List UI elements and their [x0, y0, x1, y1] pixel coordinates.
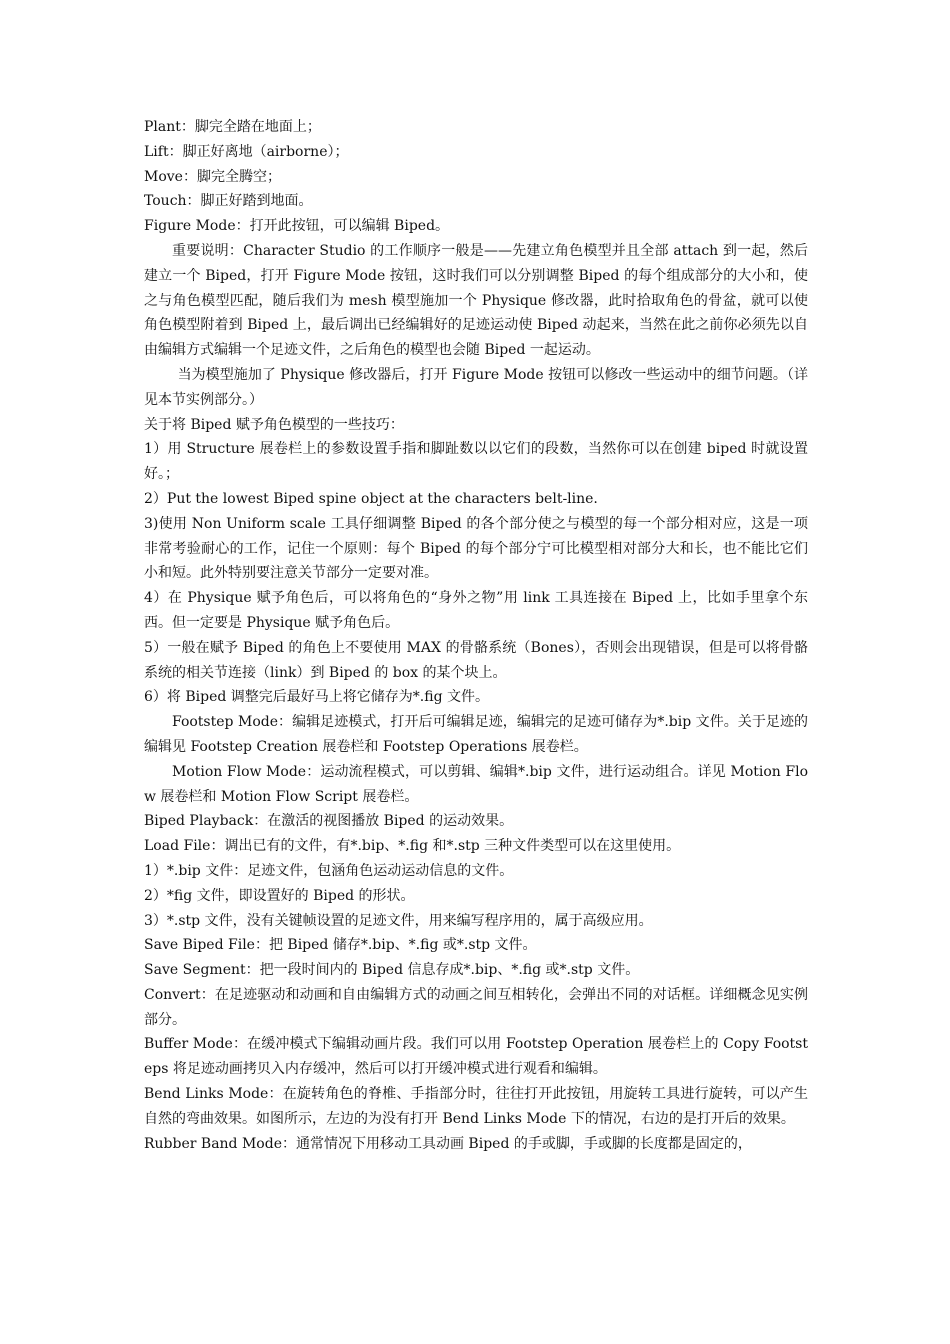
- paragraph: 5）一般在赋予 Biped 的角色上不要使用 MAX 的骨骼系统（Bones），否则会出现错误，但是可以将骨骼系统的相关节连接（link）到 Biped 的 box 的某个块上。: [144, 639, 808, 681]
- paragraph: 1）*.bip 文件：足迹文件，包涵角色运动运动信息的文件。: [144, 862, 514, 879]
- paragraph: Buffer Mode：在缓冲模式下编辑动画片段。我们可以用 Footstep Operation 展卷栏上的 Copy Footsteps 将足迹动画拷贝入内存缓冲，然后可以打开缓冲模式进行观看和编辑。: [144, 1036, 808, 1078]
- paragraph: 关于将 Biped 赋予角色模型的一些技巧：: [144, 416, 404, 433]
- paragraph: Bend Links Mode：在旋转角色的脊椎、手指部分时，往往打开此按钮，用旋转工具进行旋转，可以产生自然的弯曲效果。如图所示，左边的为没有打开 Bend Links Mode 下的情况，右边的是打开后的效果。: [144, 1086, 808, 1127]
- paragraph: 4）在 Physique 赋予角色后，可以将角色的“身外之物”用 link 工具连接在 Biped 上，比如手里拿个东西。但一定要是 Physique 赋予角色后。: [144, 590, 808, 631]
- paragraph: 3）*.stp 文件，没有关键帧设置的足迹文件，用来编写程序用的，属于高级应用。: [144, 912, 653, 929]
- paragraph: Rubber Band Mode：通常情况下用移动工具动画 Biped 的手或脚，手或脚的长度都是固定的，: [144, 1135, 752, 1152]
- paragraph: Save Biped File：把 Biped 储存*.bip、*.fig 或*.stp 文件。: [144, 937, 537, 954]
- paragraph: 当为模型施加了 Physique 修改器后，打开 Figure Mode 按钮可以修改一些运动中的细节问题。（详见本节实例部分。）: [144, 366, 808, 408]
- paragraph: 重要说明：Character Studio 的工作顺序一般是——先建立角色模型并且全部 attach 到一起，然后建立一个 Biped，打开 Figure Mode 按钮，这时我们可以分别调整 Biped 的每个组成部分的大小和，使之与角色模型匹配，随后我们为 mesh 模型施加一个 Physique 修改器，此时拾取角色的骨盆，就可以使角色模型附着到 Biped 上，最后调出已经编辑好的足迹运动使 Biped 动起来，当然在此之前你必须先以自由编辑方式编辑一个足迹文件，之后角色的模型也会随 Biped 一起运动。: [144, 242, 808, 359]
- paragraph: Lift：脚正好离地（airborne）；: [144, 143, 349, 160]
- paragraph: Save Segment：把一段时间内的 Biped 信息存成*.bip、*.fig 或*.stp 文件。: [144, 962, 640, 979]
- paragraph: Biped Playback：在激活的视图播放 Biped 的运动效果。: [144, 813, 514, 830]
- document-body: [144, 115, 808, 1156]
- paragraph: Move：脚完全腾空；: [144, 168, 281, 185]
- paragraph: Convert：在足迹驱动和动画和自由编辑方式的动画之间互相转化，会弹出不同的对话框。详细概念见实例部分。: [144, 986, 808, 1028]
- paragraph: Footstep Mode：编辑足迹模式，打开后可编辑足迹，编辑完的足迹可储存为*.bip 文件。关于足迹的编辑见 Footstep Creation 展卷栏和 Footstep Operations 展卷栏。: [144, 714, 808, 755]
- paragraph: 6）将 Biped 调整完后最好马上将它储存为*.fig 文件。: [144, 689, 489, 706]
- paragraph: Motion Flow Mode：运动流程模式，可以剪辑、编辑*.bip 文件，进行运动组合。详见 Motion Flow 展卷栏和 Motion Flow Script 展卷栏。: [144, 763, 808, 805]
- paragraph: Touch：脚正好踏到地面。: [144, 193, 313, 210]
- paragraph: 2）Put the lowest Biped spine object at the characters belt-line.: [144, 490, 598, 507]
- paragraph: Load File：调出已有的文件，有*.bip、*.fig 和*.stp 三种文件类型可以在这里使用。: [144, 838, 681, 855]
- paragraph: 2）*fig 文件，即设置好的 Biped 的形状。: [144, 887, 415, 904]
- paragraph: Figure Mode：打开此按钮，可以编辑 Biped。: [144, 218, 450, 235]
- paragraph: 1）用 Structure 展卷栏上的参数设置手指和脚趾数以以它们的段数，当然你可以在创建 biped 时就设置好。；: [144, 441, 808, 483]
- paragraph: 3)使用 Non Uniform scale 工具仔细调整 Biped 的各个部分使之与模型的每一个部分相对应，这是一项非常考验耐心的工作，记住一个原则：每个 Biped 的每个部分宁可比模型相对部分大和长，也不能比它们小和短。此外特别要注意关节部分一定要对准。: [144, 515, 808, 582]
- paragraph: Plant：脚完全踏在地面上；: [144, 119, 321, 135]
